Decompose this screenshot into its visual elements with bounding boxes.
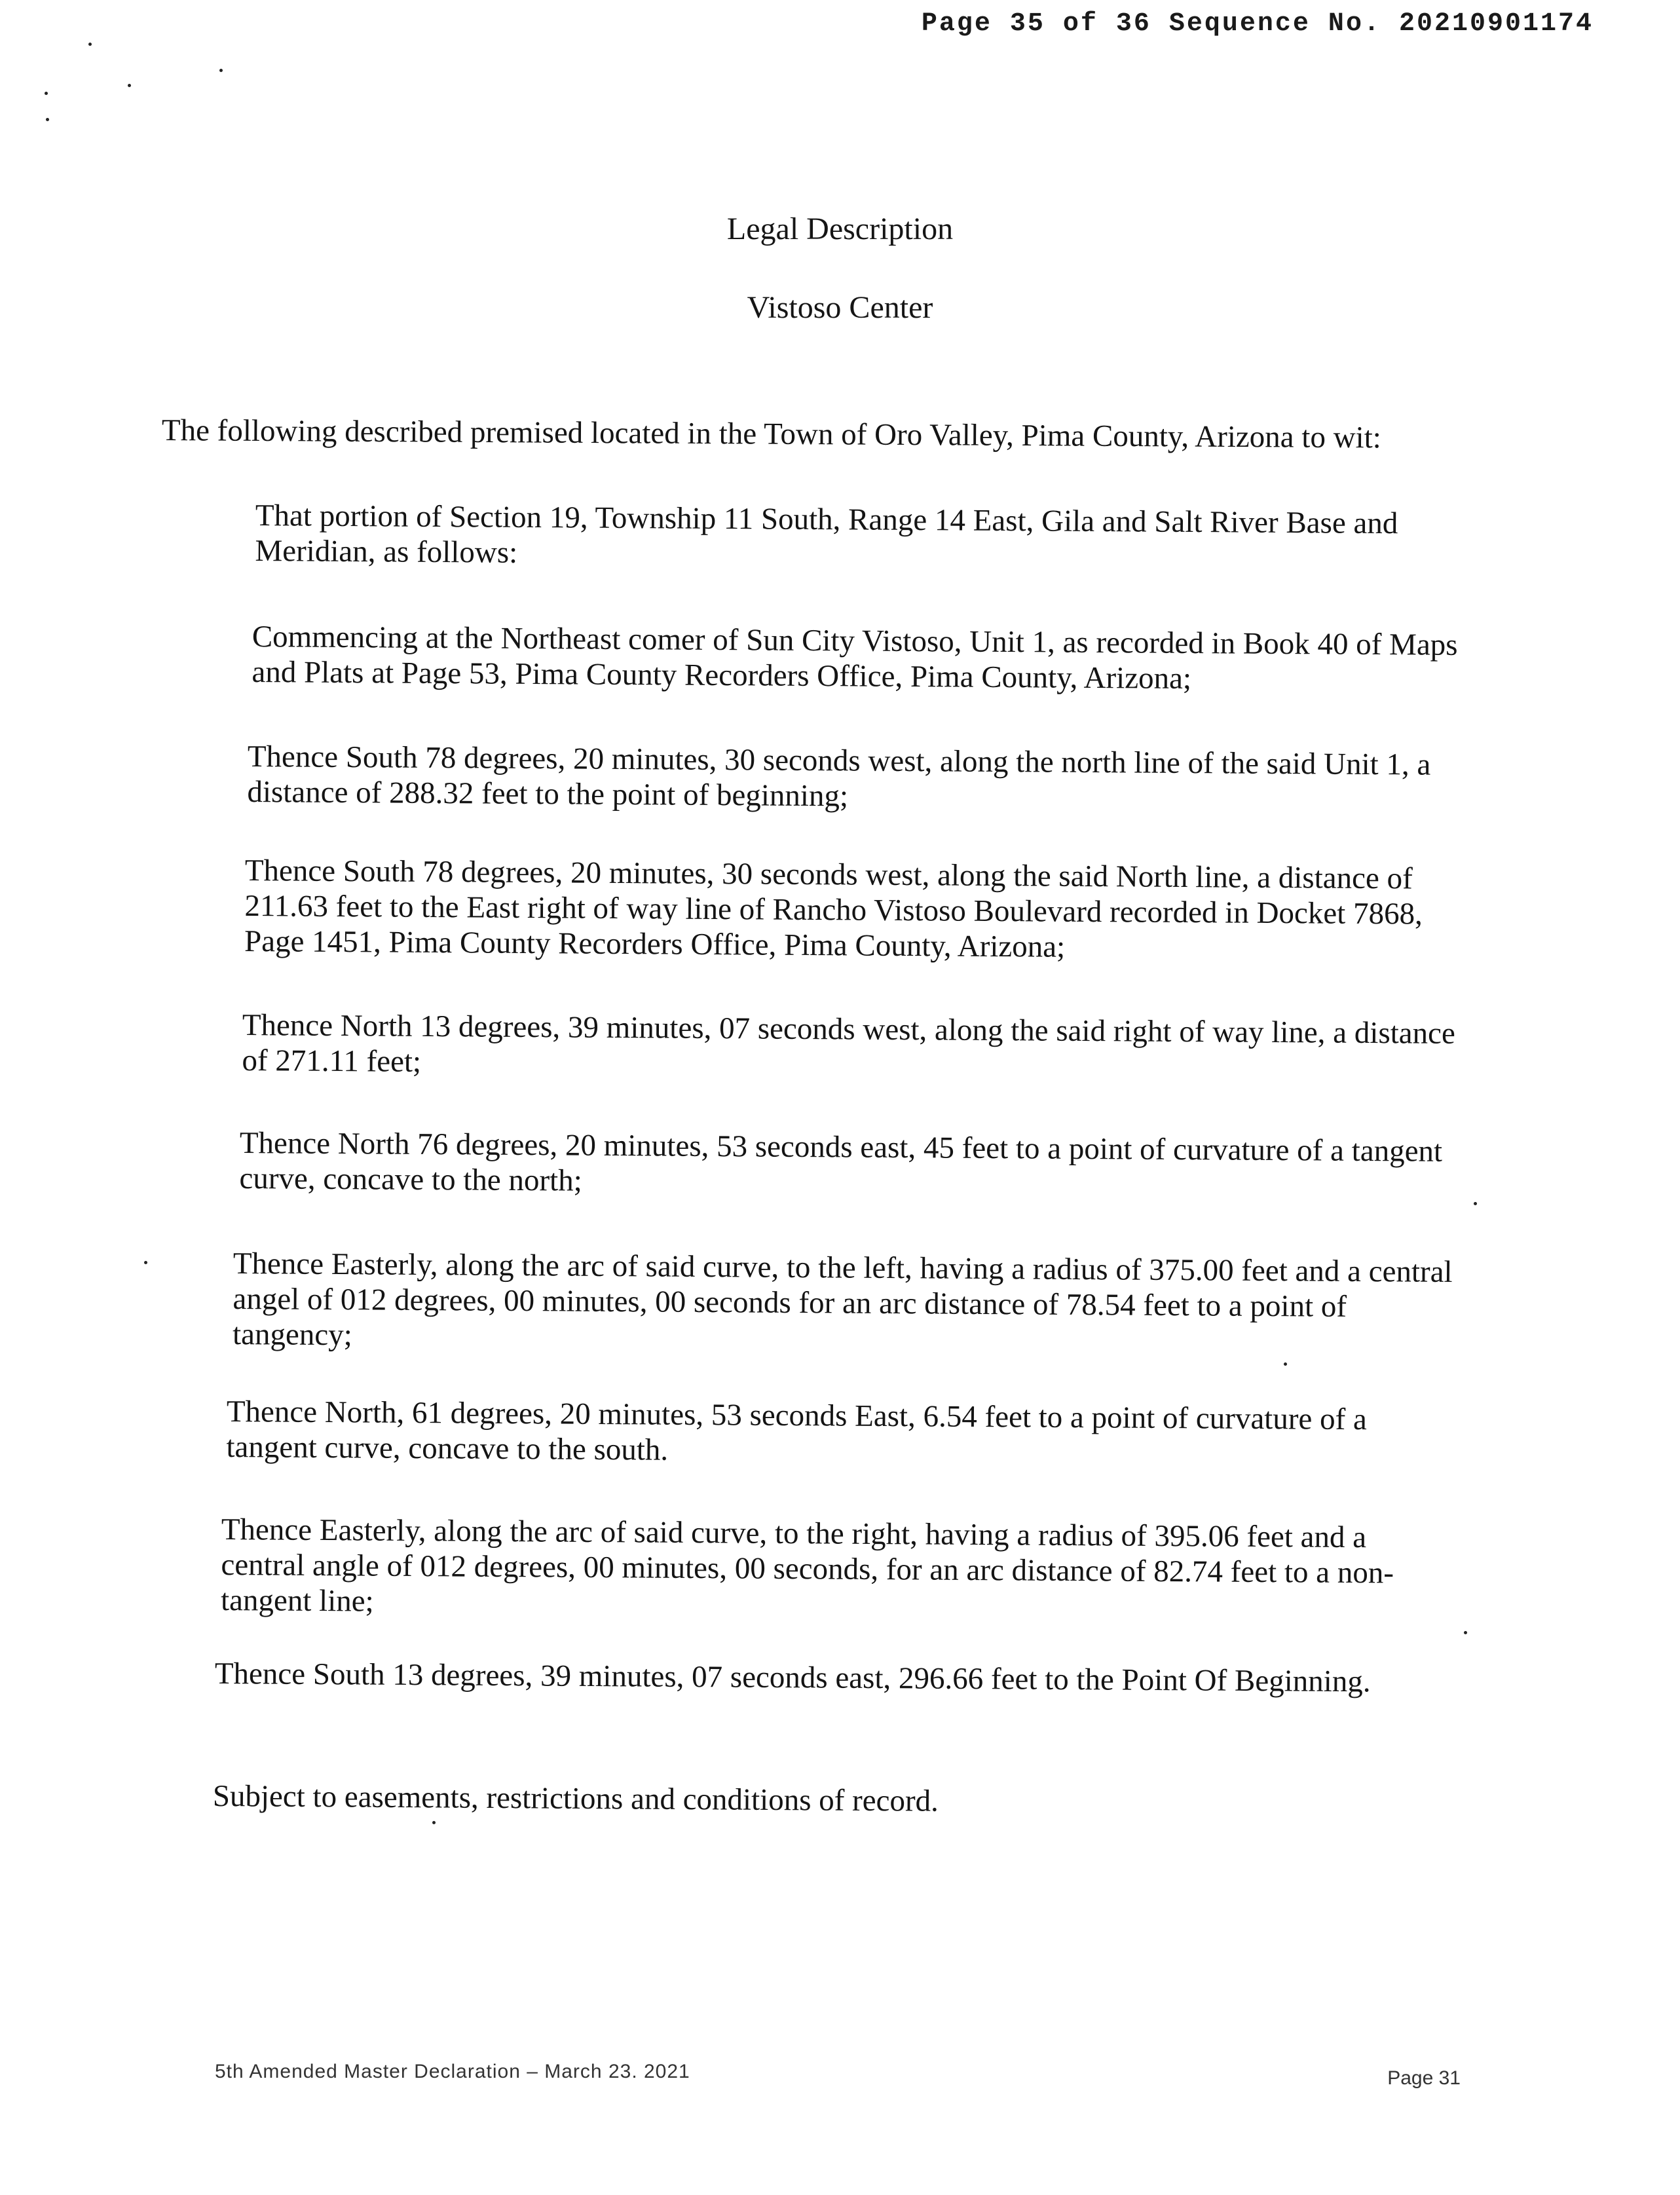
closing-paragraph: Subject to easements, restrictions and conditions of record.: [212, 1779, 939, 1818]
document-title: Legal Description: [726, 212, 954, 246]
legal-paragraph: Commencing at the Northeast comer of Sun City Vistoso, Unit 1, as recorded in Book 40 of Maps and Plats at Page 53, Pima County Recorders Office, Pima County, Arizona;: [252, 620, 1458, 696]
footer-document-title: 5th Amended Master Declaration – March 23. 2021: [215, 2061, 690, 2082]
intro-paragraph: The following described premised located in the Town of Oro Valley, Pima County, Arizona to wit:: [161, 413, 1381, 455]
legal-paragraph: Thence South 13 degrees, 39 minutes, 07 seconds east, 296.66 feet to the Point Of Beginning.: [214, 1657, 1371, 1699]
scan-speck: [45, 92, 48, 95]
legal-paragraph: Thence South 78 degrees, 20 minutes, 30 seconds west, along the said North line, a distance of 211.63 feet to the East right of way line of Rancho Vistoso Boulevard recorded in Docket 7868, Page 1451, Pima County Recorders Office, Pima County, Arizona;: [244, 854, 1423, 964]
scan-speck: [1284, 1362, 1287, 1366]
legal-paragraph: Thence North, 61 degrees, 20 minutes, 53 seconds East, 6.54 feet to a point of curvature of a tangent curve, concave to the south.: [226, 1395, 1368, 1467]
scan-speck: [144, 1261, 147, 1264]
scan-speck: [1464, 1631, 1467, 1634]
document-subtitle: Vistoso Center: [747, 290, 933, 325]
recording-stamp: Page 35 of 36 Sequence No. 20210901174: [921, 9, 1594, 39]
legal-paragraph: Thence North 76 degrees, 20 minutes, 53 seconds east, 45 feet to a point of curvature of a tangent curve, concave to the north;: [239, 1126, 1443, 1198]
scan-speck: [219, 69, 223, 72]
legal-paragraph: That portion of Section 19, Township 11 South, Range 14 East, Gila and Salt River Base and Meridian, as follows:: [255, 498, 1398, 570]
scan-speck: [128, 84, 131, 87]
legal-paragraph: Thence Easterly, along the arc of said curve, to the right, having a radius of 395.06 feet and a central angle of 012 degrees, 00 minutes, 00 seconds, for an arc distance of 82.74 feet to a non-tangent line;: [220, 1512, 1394, 1619]
legal-paragraph: Thence North 13 degrees, 39 minutes, 07 seconds west, along the said right of way line, a distance of 271.11 feet;: [242, 1008, 1456, 1079]
legal-paragraph: Thence Easterly, along the arc of said curve, to the left, having a radius of 375.00 feet and a central angel of 012 degrees, 00 minutes, 00 seconds for an arc distance of 78.54 feet to a point of tangency;: [232, 1247, 1453, 1353]
scan-speck: [88, 43, 92, 46]
scan-speck: [46, 118, 49, 121]
scan-speck: [432, 1821, 436, 1824]
legal-paragraph: Thence South 78 degrees, 20 minutes, 30 seconds west, along the north line of the said Unit 1, a distance of 288.32 feet to the point of beginning;: [247, 740, 1431, 814]
scan-speck: [1474, 1202, 1477, 1205]
footer-page-number: Page 31: [1387, 2067, 1461, 2089]
